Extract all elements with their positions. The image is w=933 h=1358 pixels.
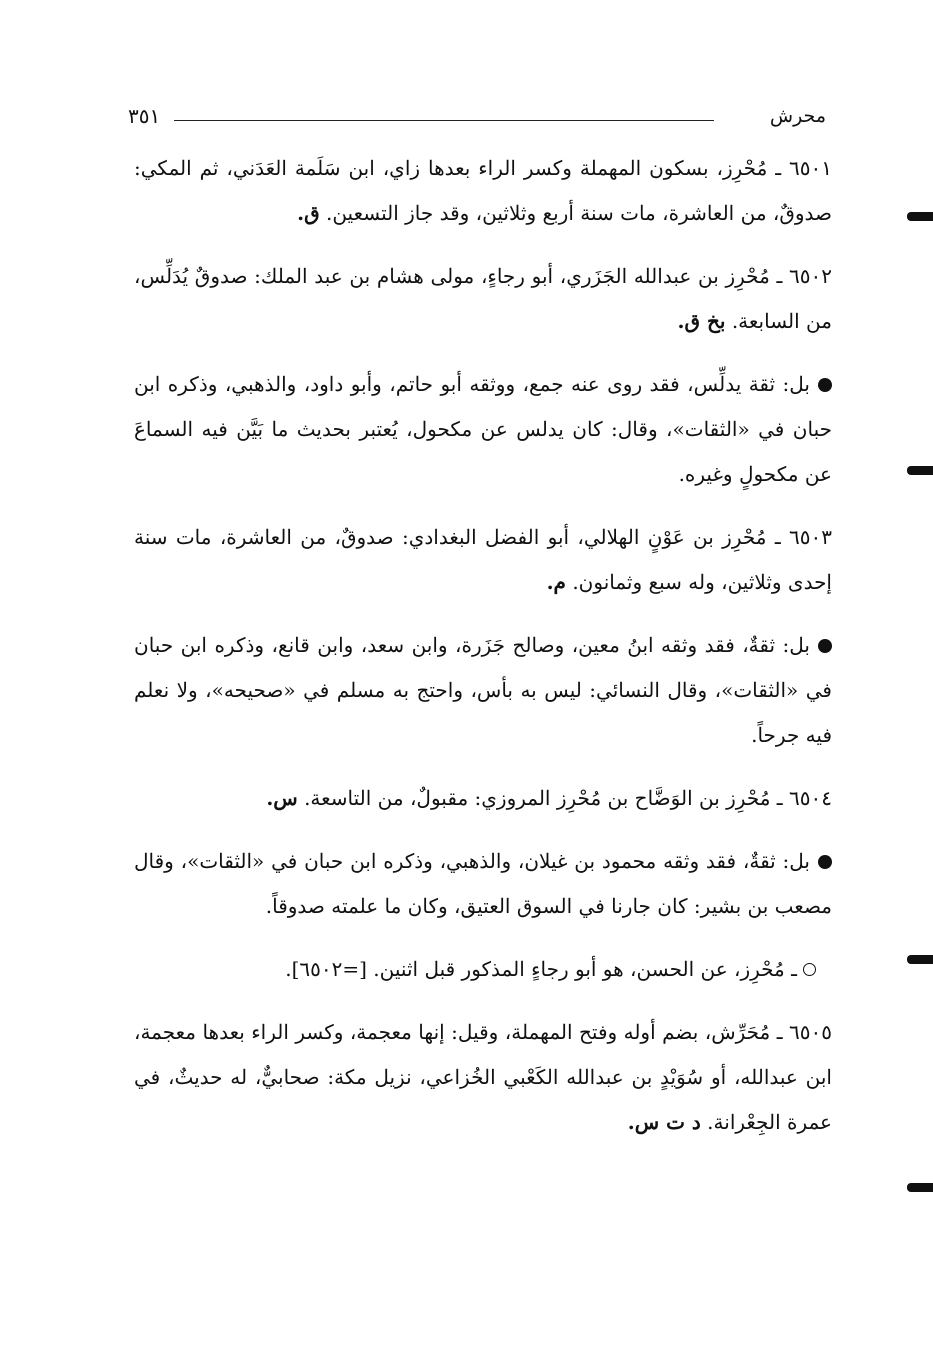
entry-6502-text: ٦٥٠٢ ـ مُحْرِز بن عبدالله الجَزَري، أبو رجاءٍ، مولى هشام بن عبد الملك: صدوقٌ يُدَلِّس، من السابعة. xyxy=(134,264,832,333)
page-number: ٣٥١ xyxy=(128,104,161,128)
entry-6501 xyxy=(134,146,832,236)
entry-6502-sigla: بخ ق. xyxy=(677,309,726,333)
entry-6503 xyxy=(134,515,832,605)
bullet-icon xyxy=(818,639,832,653)
entry-6501-sigla: ق. xyxy=(297,201,320,225)
entry-6504-text: ٦٥٠٤ ـ مُحْرِز بن الوَضَّاح بن مُحْرِز المروزي: مقبولٌ، من التاسعة. xyxy=(304,786,832,810)
entry-6505-text: ٦٥٠٥ ـ مُحَرِّش، بضم أوله وفتح المهملة، وقيل: إنها معجمة، وكسر الراء بعدها معجمة، ابن عبدالله، أو سُوَيْدٍ بن عبدالله الكَعْبي الخُزاعي، نزيل مكة: صحابيٌّ، له حديثٌ، في عمرة الجِعْرانة. xyxy=(134,1020,832,1134)
ring-icon xyxy=(803,963,816,976)
margin-mark xyxy=(907,212,933,221)
comment-6502-text: بل: ثقة يدلِّس، فقد روى عنه جمع، ووثقه أبو حاتم، وأبو داود، والذهبي، وذكره ابن حبان في «الثقات»، وقال: كان يدلس عن مكحول، يُعتبر بحديث ما بَيَّن فيه السماعَ عن مكحولٍ وغيره. xyxy=(134,372,832,486)
entry-6505 xyxy=(134,1010,832,1145)
comment-6503 xyxy=(134,623,832,758)
entry-6502 xyxy=(134,254,832,344)
header-rule xyxy=(174,120,714,121)
body-text xyxy=(134,146,832,1163)
running-title: محرش xyxy=(769,105,826,127)
entry-6504 xyxy=(134,776,832,821)
entry-6503-sigla: م. xyxy=(546,570,566,594)
comment-6504-text: بل: ثقةٌ، فقد وثقه محمود بن غيلان، والذهبي، وذكره ابن حبان في «الثقات»، وقال مصعب بن بشير: كان جارنا في السوق العتيق، وكان ما علمته صدوقاً. xyxy=(134,849,832,918)
margin-mark xyxy=(907,1183,933,1192)
entry-6505-sigla: د ت س. xyxy=(627,1110,701,1134)
margin-mark xyxy=(907,466,933,475)
comment-6504 xyxy=(134,839,832,929)
cross-reference-muhriz xyxy=(134,947,832,992)
comment-6502 xyxy=(134,362,832,497)
cross-reference-text: ـ مُحْرِز، عن الحسن، هو أبو رجاءٍ المذكور قبل اثنين. [=٦٥٠٢]. xyxy=(285,957,797,981)
margin-mark xyxy=(907,955,933,964)
entry-6503-text: ٦٥٠٣ ـ مُحْرِز بن عَوْنٍ الهلالي، أبو الفضل البغدادي: صدوقٌ، من العاشرة، مات سنة إحدى وثلاثين، وله سبع وثمانون. xyxy=(134,525,832,594)
bullet-icon xyxy=(818,855,832,869)
entry-6501-text: ٦٥٠١ ـ مُحْرِز، بسكون المهملة وكسر الراء بعدها زاي، ابن سَلَمة العَدَني، ثم المكي: صدوقٌ، من العاشرة، مات سنة أربع وثلاثين، وقد جاز التسعين. xyxy=(134,156,832,225)
entry-6504-sigla: س. xyxy=(266,786,298,810)
comment-6503-text: بل: ثقةٌ، فقد وثقه ابنُ معين، وصالح جَزَرة، وابن سعد، وابن قانع، وذكره ابن حبان في «الثقات»، وقال النسائي: ليس به بأس، واحتج به مسلم في «صحيحه»، ولا نعلم فيه جرحاً. xyxy=(134,633,832,747)
bullet-icon xyxy=(818,378,832,392)
page-header xyxy=(128,104,826,132)
